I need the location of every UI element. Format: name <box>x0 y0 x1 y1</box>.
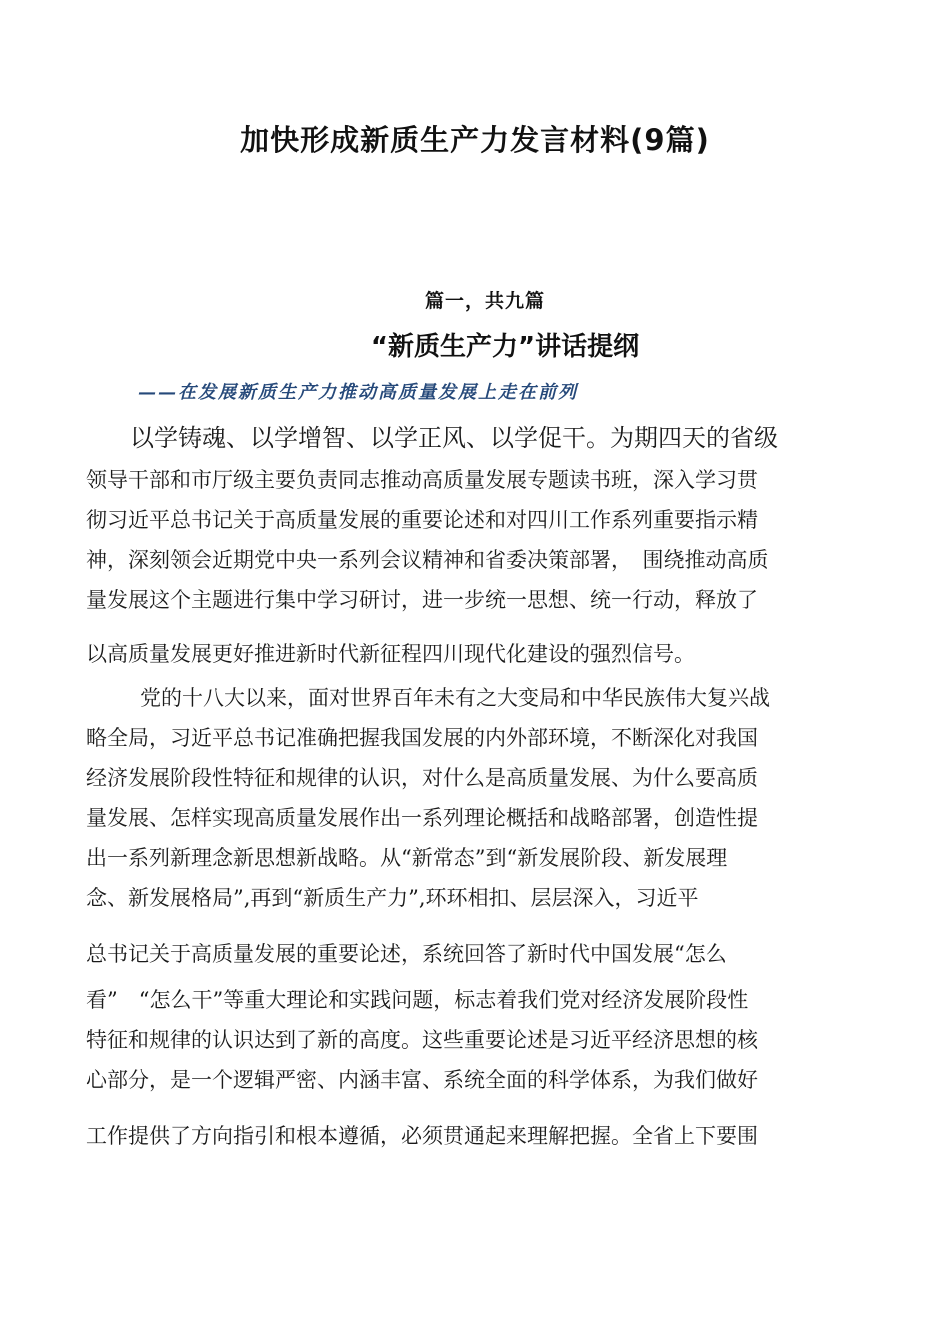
paragraph-line: 看” “怎么干”等重大理论和实践问题，标志着我们党对经济发展阶段性 <box>86 988 749 1012</box>
paragraph-line: 神，深刻领会近期党中央一系列会议精神和省委决策部署， 围绕推动高质 <box>86 548 769 572</box>
speech-subtitle: “新质生产力”讲话提纲 <box>370 332 640 362</box>
speech-tagline: ——在发展新质生产力推动高质量发展上走在前列 <box>138 382 578 403</box>
paragraph-line: 出一系列新理念新思想新战略。从“新常态”到“新发展阶段、新发展理 <box>86 846 728 870</box>
paragraph-line: 工作提供了方向指引和根本遵循，必须贯通起来理解把握。全省上下要围 <box>86 1124 758 1148</box>
paragraph-line: 经济发展阶段性特征和规律的认识，对什么是高质量发展、为什么要高质 <box>86 766 758 790</box>
paragraph-line: 特征和规律的认识达到了新的高度。这些重要论述是习近平经济思想的核 <box>86 1028 758 1052</box>
paragraph-line: 心部分，是一个逻辑严密、内涵丰富、系统全面的科学体系，为我们做好 <box>86 1068 758 1092</box>
section-label: 篇一，共九篇 <box>424 290 545 312</box>
paragraph-line: 总书记关于高质量发展的重要论述，系统回答了新时代中国发展“怎么 <box>86 942 727 966</box>
paragraph-line: 彻习近平总书记关于高质量发展的重要论述和对四川工作系列重要指示精 <box>86 508 758 532</box>
document-title: 加快形成新质生产力发言材料(9篇) <box>240 123 710 157</box>
paragraph-line: 量发展这个主题进行集中学习研讨，进一步统一思想、统一行动，释放了 <box>86 588 758 612</box>
paragraph-line: 略全局，习近平总书记准确把握我国发展的内外部环境，不断深化对我国 <box>86 726 758 750</box>
paragraph-line: 党的十八大以来，面对世界百年未有之大变局和中华民族伟大复兴战 <box>140 686 770 710</box>
paragraph-line: 领导干部和市厅级主要负责同志推动高质量发展专题读书班，深入学习贯 <box>86 468 758 492</box>
paragraph-line: 量发展、怎样实现高质量发展作出一系列理论概括和战略部署，创造性提 <box>86 806 758 830</box>
paragraph-line: 念、新发展格局”,再到“新质生产力”,环环相扣、层层深入，习近平 <box>86 886 699 910</box>
paragraph-line: 以高质量发展更好推进新时代新征程四川现代化建设的强烈信号。 <box>86 642 695 666</box>
paragraph-line: 以学铸魂、以学增智、以学正风、以学促干。为期四天的省级 <box>130 424 778 452</box>
